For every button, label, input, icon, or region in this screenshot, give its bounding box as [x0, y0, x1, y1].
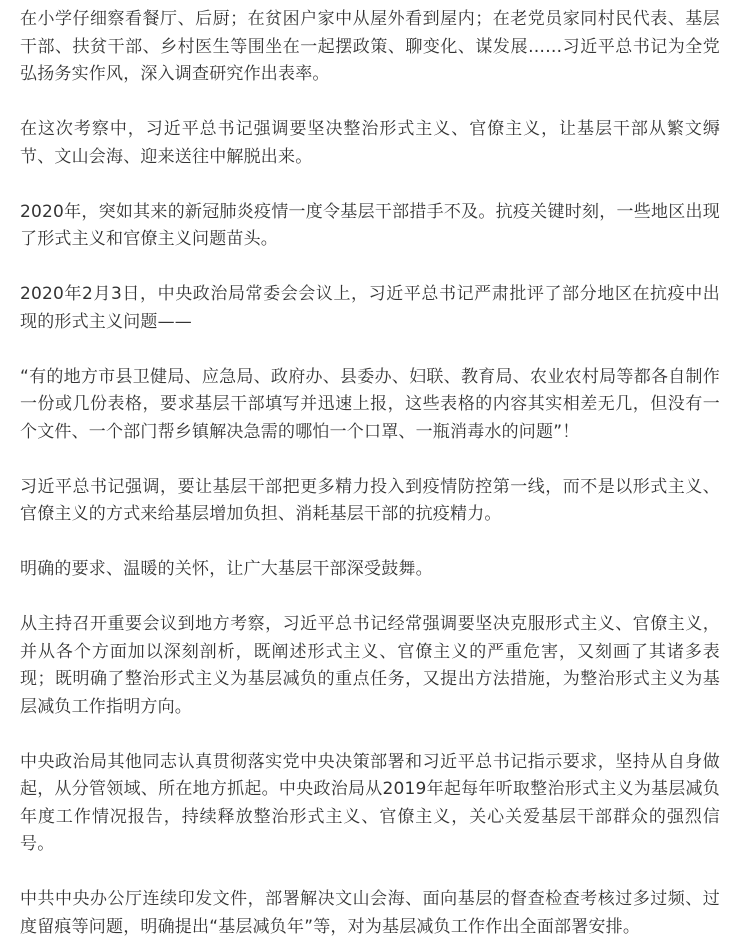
- paragraph: 习近平总书记强调，要让基层干部把更多精力投入到疫情防控第一线，而不是以形式主义、官僚主义的方式来给基层增加负担、消耗基层干部的抗疫精力。: [20, 476, 720, 524]
- paragraph: 明确的要求、温暖的关怀，让广大基层干部深受鼓舞。: [20, 559, 433, 579]
- paragraph: 中央政治局其他同志认真贯彻落实党中央决策部署和习近平总书记指示要求，坚持从自身做起，从分管领域、所在地方抓起。中央政治局从2019年起每年听取整治形式主义为基层减负年度工作情况报告，持续释放整治形式主义、官僚主义，关心关爱基层干部群众的强烈信号。: [20, 751, 720, 854]
- paragraph: 从主持召开重要会议到地方考察，习近平总书记经常强调要坚决克服形式主义、官僚主义，并从各个方面加以深刻剖析，既阐述形式主义、官僚主义的严重危害，又刻画了其诸多表现；既明确了整治形式主义为基层减负的重点任务，又提出方法措施，为整治形式主义为基层减负工作指明方向。: [20, 614, 720, 717]
- paragraph: 2020年，突如其来的新冠肺炎疫情一度令基层干部措手不及。抗疫关键时刻，一些地区出现了形式主义和官僚主义问题苗头。: [20, 201, 720, 249]
- paragraph-quote: “有的地方市县卫健局、应急局、政府办、县委办、妇联、教育局、农业农村局等都各自制作一份或几份表格，要求基层干部填写并迅速上报，这些表格的内容其实相差无几，但没有一个文件、一个部门帮乡镇解决急需的哪怕一个口罩、一瓶消毒水的问题”！: [20, 366, 720, 442]
- article-body: [20, 6, 720, 941]
- paragraph: 在小学仔细察看餐厅、后厨；在贫困户家中从屋外看到屋内；在老党员家同村民代表、基层干部、扶贫干部、乡村医生等围坐在一起摆政策、聊变化、谋发展……习近平总书记为全党弘扬务实作风，深入调查研究作出表率。: [20, 9, 720, 84]
- paragraph: 在这次考察中，习近平总书记强调要坚决整治形式主义、官僚主义，让基层干部从繁文缛节、文山会海、迎来送往中解脱出来。: [20, 119, 720, 167]
- paragraph: 2020年2月3日，中央政治局常委会会议上，习近平总书记严肃批评了部分地区在抗疫中出现的形式主义问题——: [20, 284, 720, 332]
- paragraph: 中共中央办公厅连续印发文件，部署解决文山会海、面向基层的督查检查考核过多过频、过度留痕等问题，明确提出“基层减负年”等，对为基层减负工作作出全面部署安排。: [20, 889, 720, 937]
